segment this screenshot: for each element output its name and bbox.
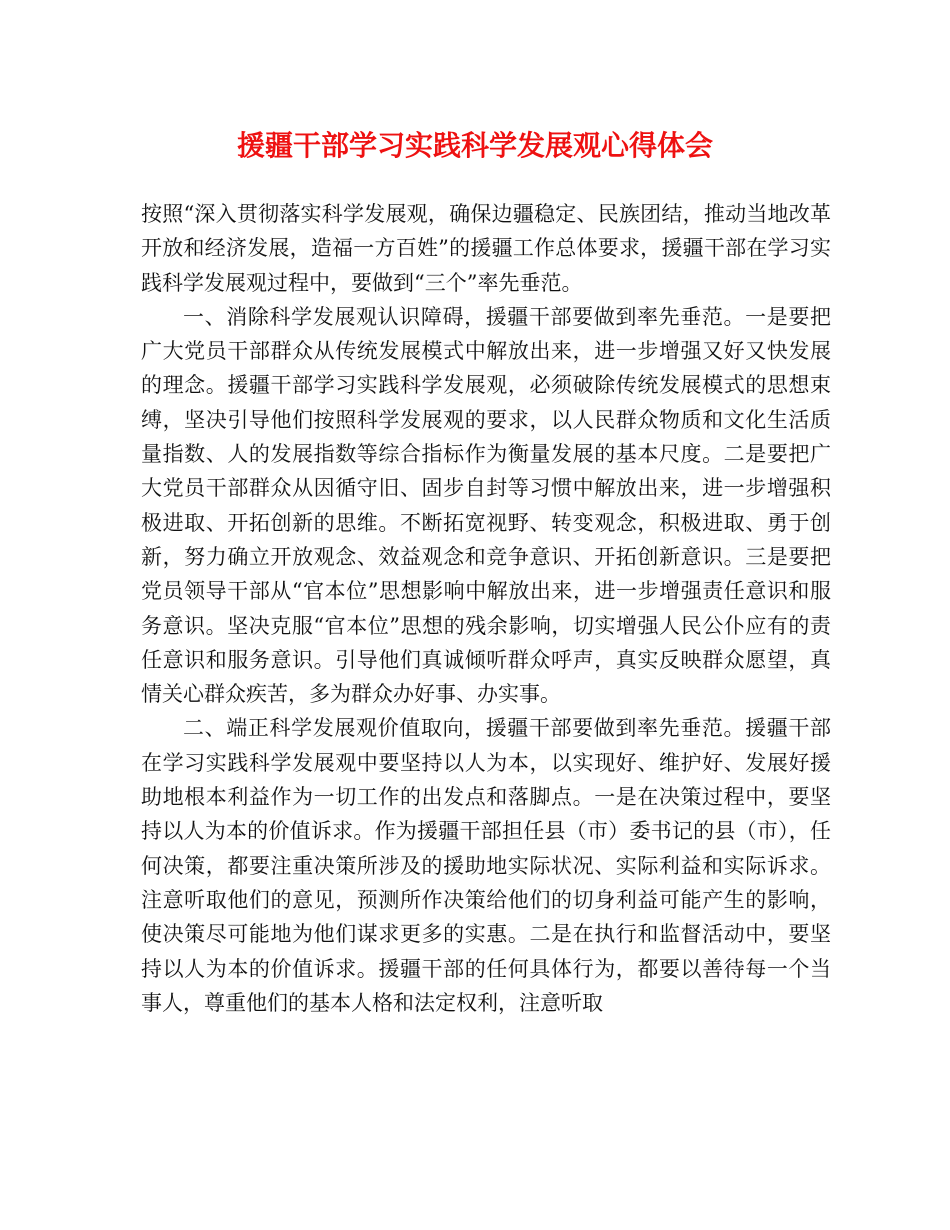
- document-title: 援疆干部学习实践科学发展观心得体会: [236, 129, 713, 162]
- paragraph-intro: 按照“深入贯彻落实科学发展观，确保边疆稳定、民族团结，推动当地改革开放和经济发展，造福一方百姓”的援疆工作总体要求，援疆干部在学习实践科学发展观过程中，要做到“三个”率先垂范。: [141, 202, 831, 295]
- paragraph-section-one: 一、消除科学发展观认识障碍，援疆干部要做到率先垂范。一是要把广大党员干部群众从传统发展模式中解放出来，进一步增强又好又快发展的理念。援疆干部学习实践科学发展观，必须破除传统发展模式的思想束缚，坚决引导他们按照科学发展观的要求，以人民群众物质和文化生活质量指数、人的发展指数等综合指标作为衡量发展的基本尺度。二是要把广大党员干部群众从因循守旧、固步自封等习惯中解放出来，进一步增强积极进取、开拓创新的思维。不断拓宽视野、转变观念，积极进取、勇于创新，努力确立开放观念、效益观念和竞争意识、开拓创新意识。三是要把党员领导干部从“官本位”思想影响中解放出来，进一步增强责任意识和服务意识。坚决克服“官本位”思想的残余影响，切实增强人民公仆应有的责任意识和服务意识。引导他们真诚倾听群众呼声，真实反映群众愿望，真情关心群众疾苦，多为群众办好事、办实事。: [141, 304, 831, 707]
- paragraph-section-two: 二、端正科学发展观价值取向，援疆干部要做到率先垂范。援疆干部在学习实践科学发展观中要坚持以人为本，以实现好、维护好、发展好援助地根本利益作为一切工作的出发点和落脚点。一是在决策过程中，要坚持以人为本的价值诉求。作为援疆干部担任县（市）委书记的县（市），任何决策，都要注重决策所涉及的援助地实际状况、实际利益和实际诉求。注意听取他们的意见，预测所作决策给他们的切身利益可能产生的影响，使决策尽可能地为他们谋求更多的实惠。二是在执行和监督活动中，要坚持以人为本的价值诉求。援疆干部的任何具体行为，都要以善待每一个当事人，尊重他们的基本人格和法定权利，注意听取: [141, 716, 831, 1015]
- document-body: [141, 197, 831, 1020]
